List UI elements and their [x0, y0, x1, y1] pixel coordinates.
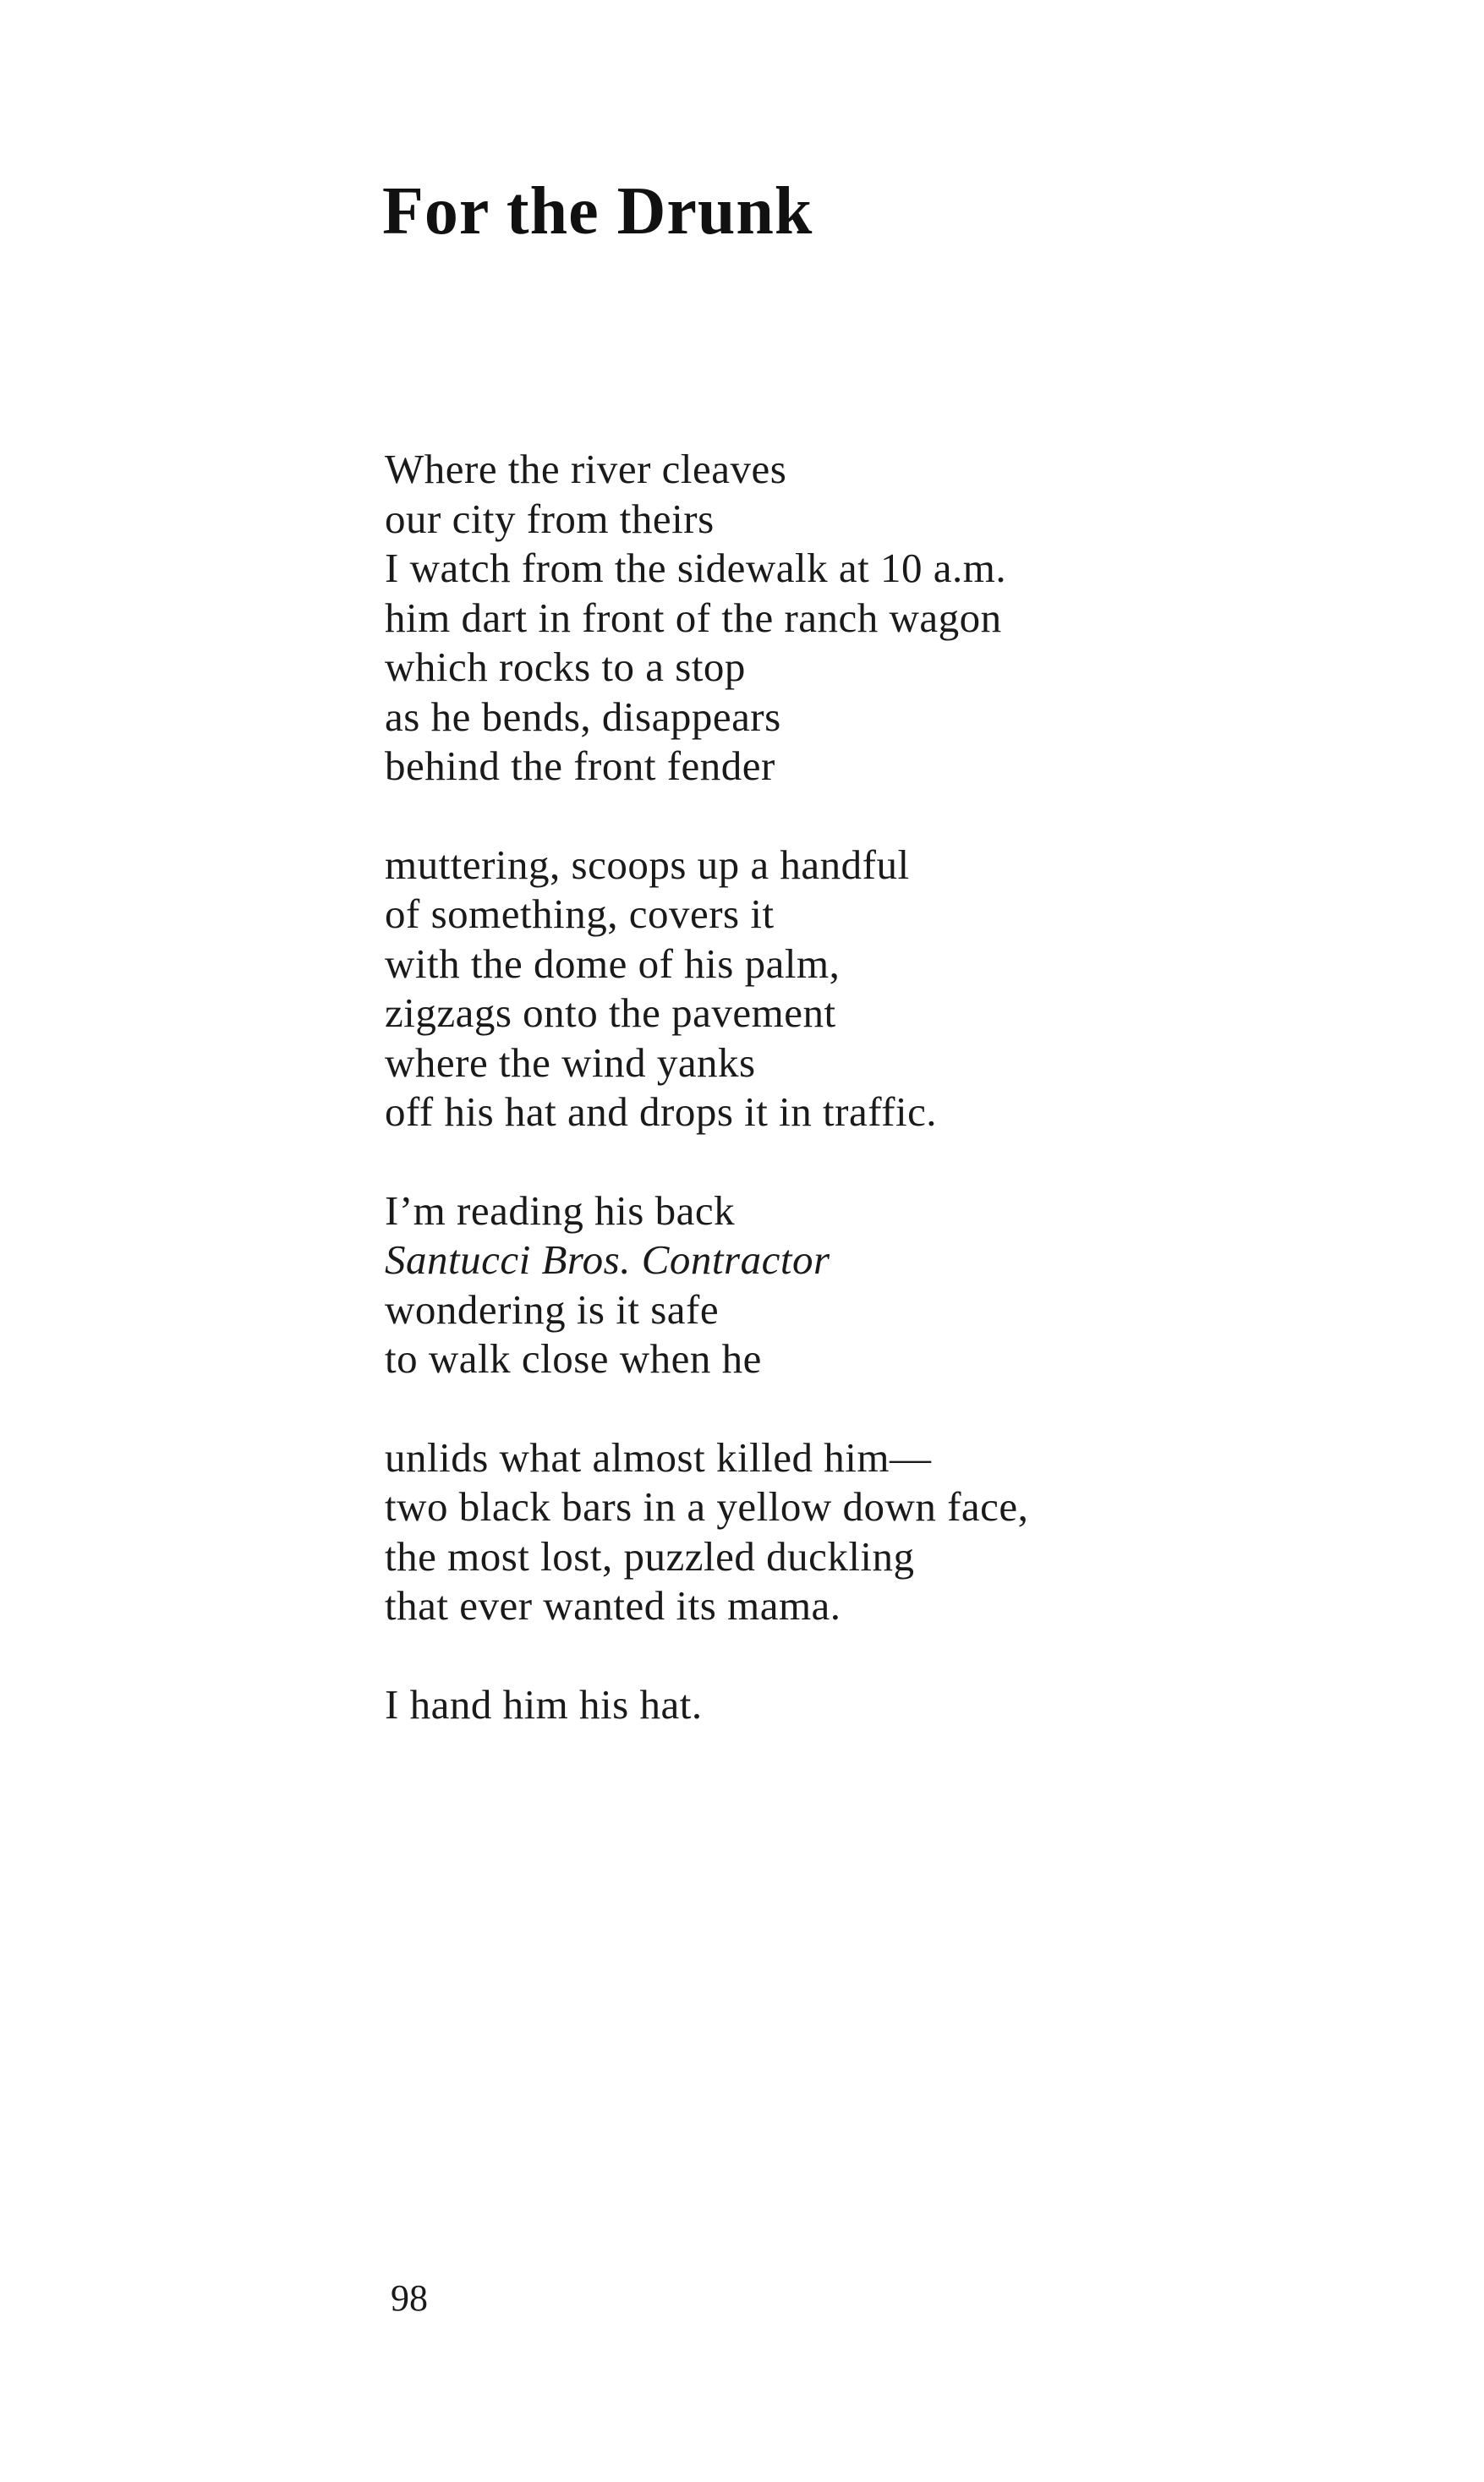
poem-line: as he bends, disappears: [385, 693, 781, 740]
poem-line: of something, covers it: [385, 890, 775, 937]
poem-line: which rocks to a stop: [385, 644, 746, 690]
stanza: [385, 445, 1399, 792]
poem-line: muttering, scoops up a handful: [385, 841, 910, 888]
poem-line: the most lost, puzzled duckling: [385, 1532, 915, 1580]
poem-line: off his hat and drops it in traffic.: [385, 1088, 938, 1135]
poem-line: to walk close when he: [385, 1335, 762, 1382]
poem-line: wondering is it safe: [385, 1285, 720, 1333]
poem-line: I’m reading his back: [385, 1186, 736, 1234]
stanza: [385, 841, 1399, 1137]
stanza: [385, 1433, 1399, 1631]
poem-line: I hand him his hat.: [385, 1680, 703, 1728]
poem-line: two black bars in a yellow down face,: [385, 1483, 1029, 1530]
poem-line: behind the front fender: [385, 742, 775, 789]
poem-line: unlids what almost killed him—: [385, 1433, 932, 1481]
page-number: 98: [391, 2277, 428, 2319]
poem-line: him dart in front of the ranch wagon: [385, 594, 1002, 641]
poem-line: I watch from the sidewalk at 10 a.m.: [385, 545, 1007, 591]
stanza: [385, 1680, 1399, 1730]
poem-title: For the Drunk: [382, 174, 813, 249]
poem-line: Where the river cleaves: [385, 446, 787, 492]
poem-body: [385, 445, 1399, 1778]
poem-line: zigzags onto the pavement: [385, 989, 836, 1036]
poem-line: with the dome of his palm,: [385, 940, 841, 987]
poem-line: our city from theirs: [385, 495, 715, 542]
poem-line: Santucci Bros. Contractor: [385, 1236, 830, 1283]
stanza: [385, 1186, 1399, 1384]
poem-line: that ever wanted its mama.: [385, 1582, 841, 1629]
poem-line: where the wind yanks: [385, 1038, 756, 1086]
